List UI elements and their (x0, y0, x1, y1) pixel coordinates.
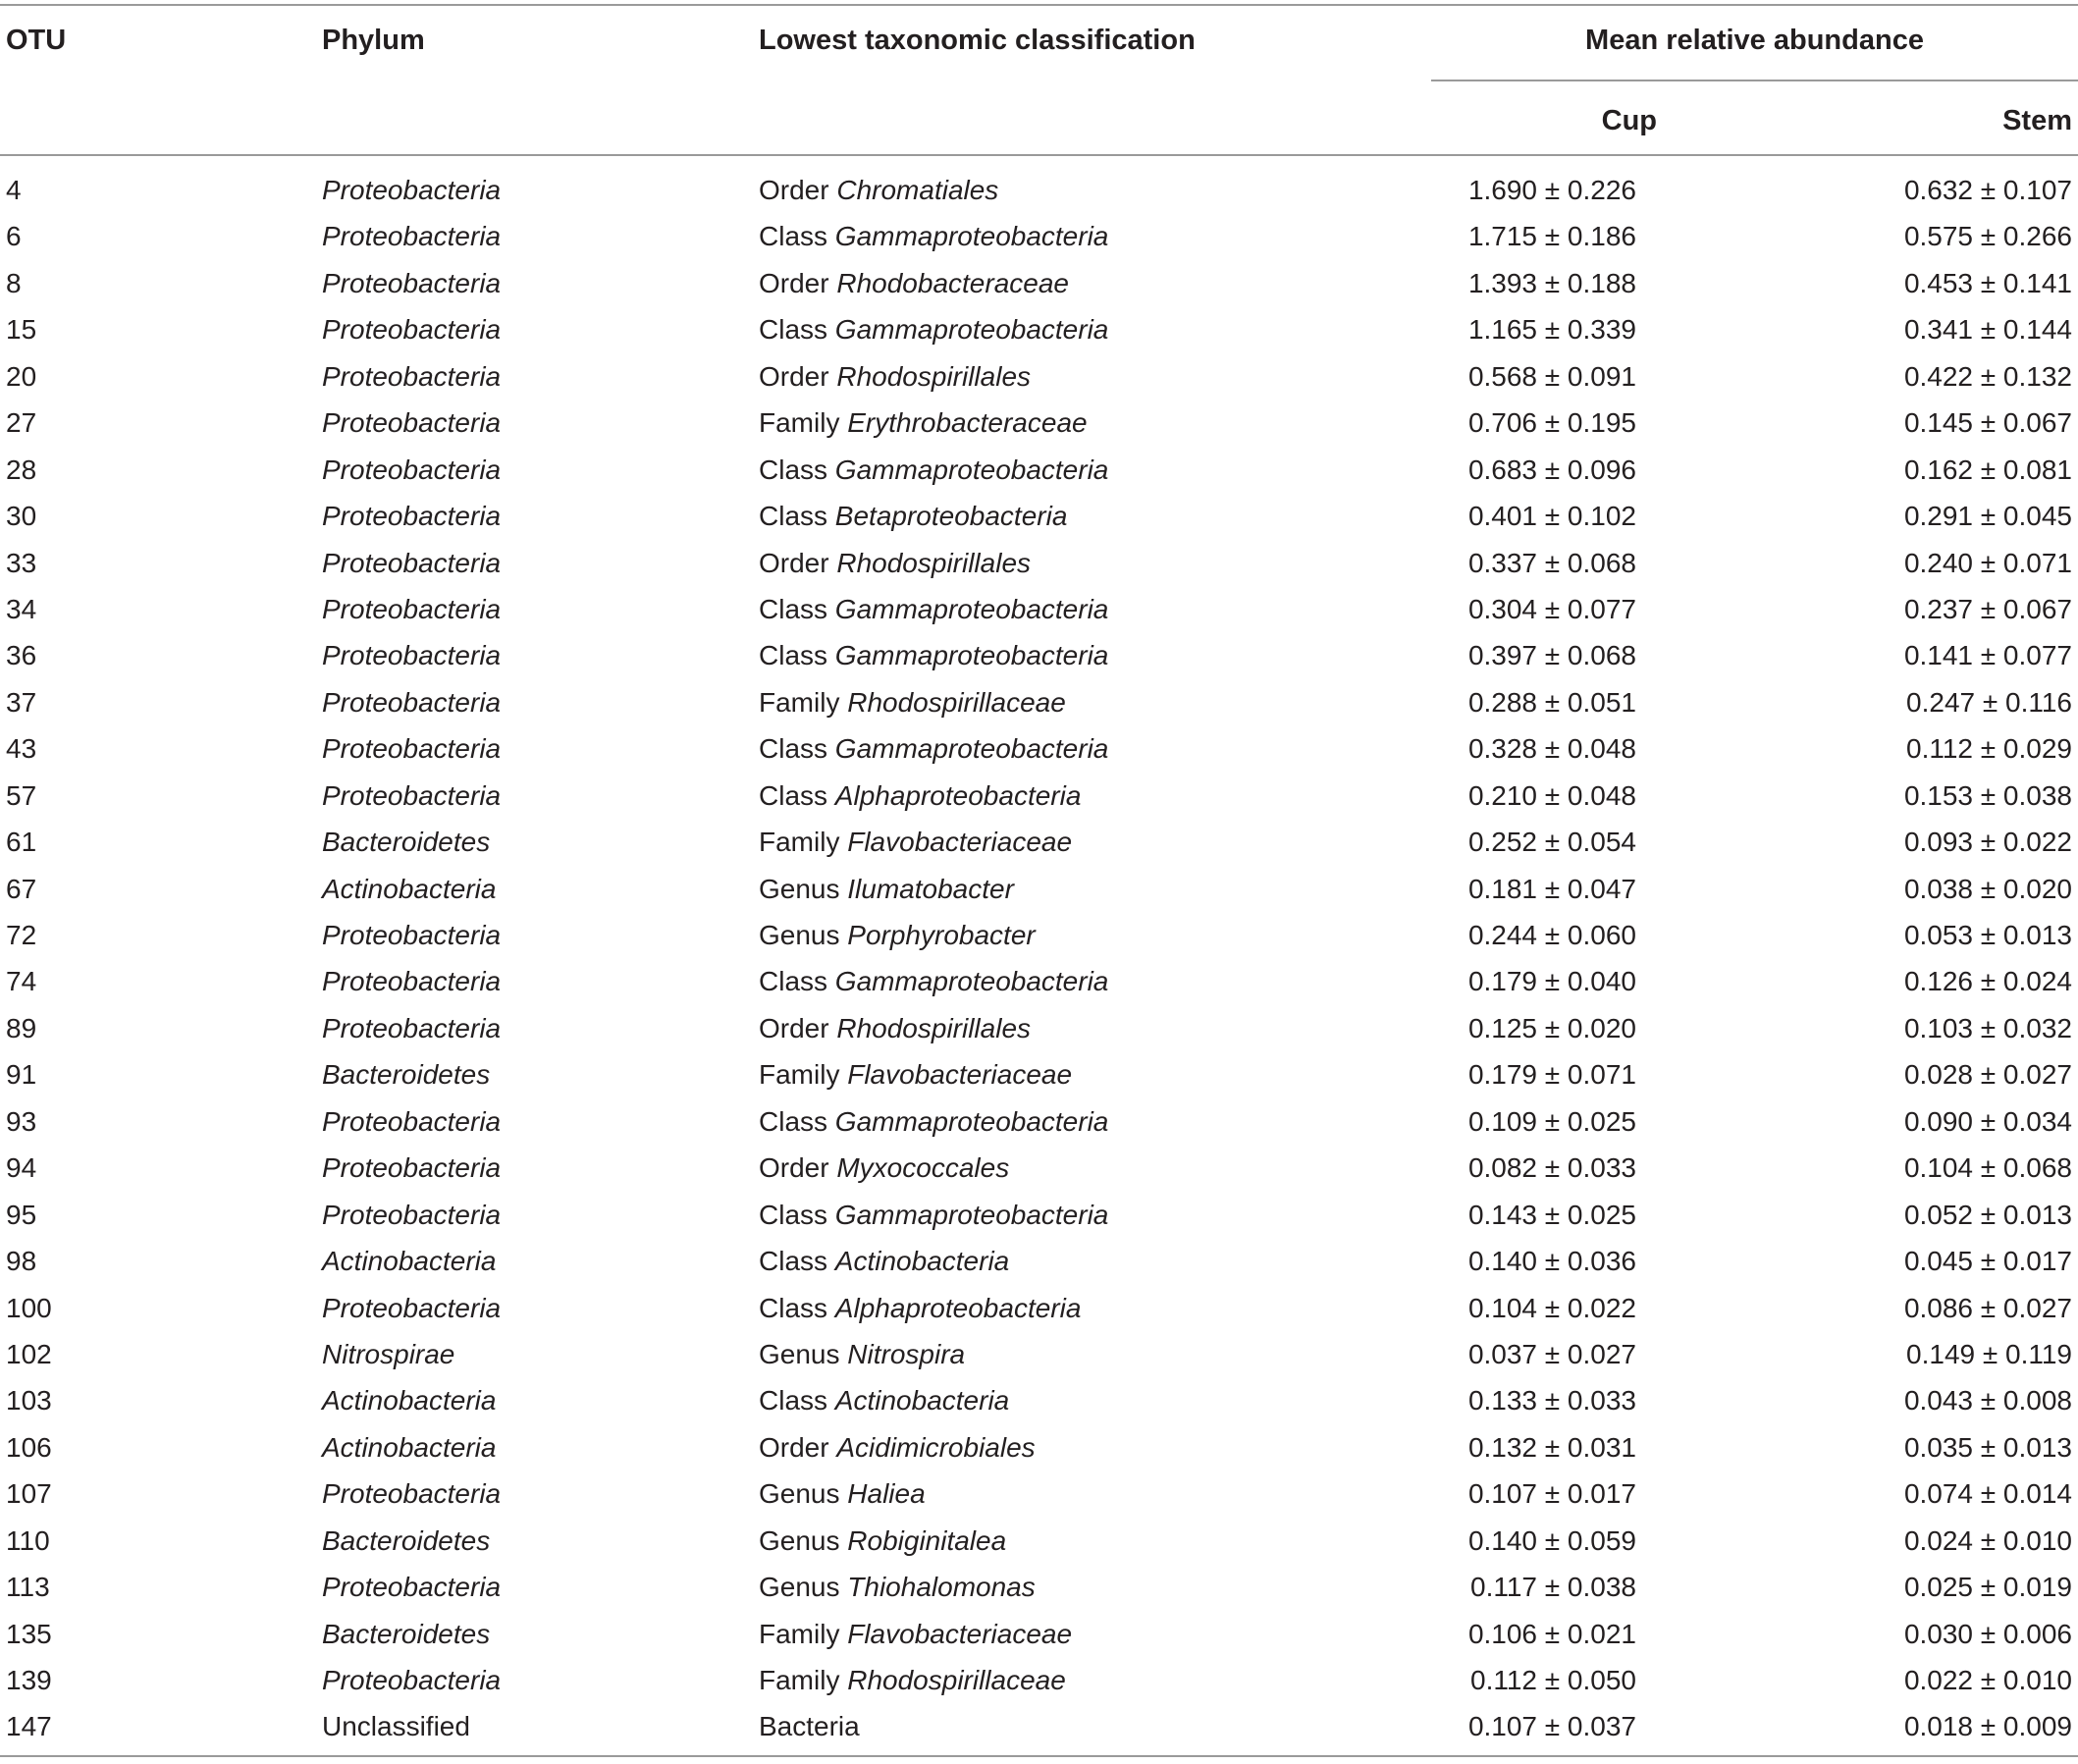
cup-abundance-cell: 0.179 ± 0.071 (1467, 1059, 1636, 1091)
stem-abundance-cell: 0.045 ± 0.017 (1903, 1246, 2072, 1277)
lowest-classification-cell (759, 1564, 1036, 1610)
phylum-cell: Actinobacteria (322, 1431, 497, 1463)
rank-label: Genus (759, 1338, 840, 1369)
otu-cell: 36 (6, 640, 37, 671)
otu-cell: 28 (6, 454, 37, 485)
rank-label: Class (759, 1292, 828, 1323)
rank-label: Class (759, 593, 828, 624)
table-row (0, 1331, 2078, 1377)
taxon-name: Actinobacteria (834, 1385, 1010, 1417)
taxon-name: Gammaproteobacteria (834, 314, 1109, 346)
rank-label: Genus (759, 873, 840, 904)
phylum-cell: Proteobacteria (322, 360, 502, 392)
table-row (0, 1470, 2078, 1517)
header-cup: Cup (1601, 105, 1657, 136)
rank-label: Order (759, 360, 829, 392)
otu-cell: 107 (6, 1478, 52, 1510)
phylum-cell: Actinobacteria (322, 1246, 497, 1277)
otu-cell: 113 (6, 1572, 50, 1603)
lowest-classification-cell (759, 819, 1072, 865)
lowest-classification-cell (759, 1192, 1108, 1238)
cup-abundance-cell: 0.104 ± 0.022 (1467, 1292, 1636, 1323)
phylum-cell: Proteobacteria (322, 454, 502, 485)
cup-abundance-cell: 1.393 ± 0.188 (1467, 267, 1636, 298)
table-row (0, 306, 2078, 352)
lowest-classification-cell (759, 1611, 1072, 1657)
otu-cell: 6 (6, 221, 22, 252)
otu-cell: 74 (6, 966, 37, 997)
table-row (0, 1611, 2078, 1657)
cup-abundance-cell: 0.132 ± 0.031 (1467, 1431, 1636, 1463)
rank-label: Bacteria (759, 1711, 860, 1742)
lowest-classification-cell (759, 958, 1108, 1004)
table-row (0, 1703, 2078, 1749)
stem-abundance-cell: 0.038 ± 0.020 (1903, 873, 2072, 904)
stem-abundance-cell: 0.028 ± 0.027 (1903, 1059, 2072, 1091)
stem-abundance-cell: 0.104 ± 0.068 (1903, 1152, 2072, 1184)
stem-abundance-cell: 0.043 ± 0.008 (1903, 1385, 2072, 1417)
phylum-cell: Proteobacteria (322, 1478, 502, 1510)
stem-abundance-cell: 0.074 ± 0.014 (1903, 1478, 2072, 1510)
rank-label: Class (759, 1105, 828, 1137)
stem-abundance-cell: 0.453 ± 0.141 (1903, 267, 2072, 298)
phylum-cell: Proteobacteria (322, 920, 502, 950)
otu-cell: 110 (6, 1524, 50, 1556)
phylum-cell: Proteobacteria (322, 640, 502, 671)
lowest-classification-cell (759, 1703, 860, 1749)
rank-label: Order (759, 1431, 829, 1463)
taxon-name: Gammaproteobacteria (834, 966, 1109, 997)
rank-label: Class (759, 966, 828, 997)
lowest-classification-cell (759, 260, 1069, 306)
otu-cell: 72 (6, 920, 37, 950)
otu-cell: 94 (6, 1152, 37, 1184)
table-row (0, 1145, 2078, 1191)
otu-cell: 8 (6, 267, 22, 298)
lowest-classification-cell (759, 1331, 965, 1377)
phylum-cell: Proteobacteria (322, 1199, 502, 1230)
phylum-cell: Unclassified (322, 1711, 470, 1742)
phylum-cell: Bacteroidetes (322, 1059, 491, 1091)
taxon-name: Gammaproteobacteria (834, 733, 1109, 765)
taxon-name: Flavobacteriaceae (847, 1618, 1073, 1649)
table-row (0, 1051, 2078, 1097)
rank-label: Family (759, 1059, 840, 1091)
phylum-cell: Proteobacteria (322, 1105, 502, 1137)
stem-abundance-cell: 0.575 ± 0.266 (1903, 221, 2072, 252)
otu-cell: 20 (6, 360, 37, 392)
lowest-classification-cell (759, 1424, 1036, 1470)
cup-abundance-cell: 0.401 ± 0.102 (1467, 501, 1636, 532)
otu-cell: 33 (6, 547, 37, 578)
taxon-name: Gammaproteobacteria (834, 221, 1109, 252)
rank-label: Order (759, 267, 829, 298)
stem-abundance-cell: 0.030 ± 0.006 (1903, 1618, 2072, 1649)
rank-label: Family (759, 407, 840, 439)
otu-cell: 37 (6, 686, 37, 718)
stem-abundance-cell: 0.341 ± 0.144 (1903, 314, 2072, 346)
rank-label: Class (759, 221, 828, 252)
cup-abundance-cell: 0.037 ± 0.027 (1467, 1338, 1636, 1369)
otu-cell: 103 (6, 1385, 52, 1417)
rank-label: Order (759, 175, 829, 205)
otu-cell: 95 (6, 1199, 37, 1230)
table-row (0, 725, 2078, 772)
lowest-classification-cell (759, 213, 1108, 259)
otu-cell: 30 (6, 501, 37, 532)
rank-label: Family (759, 1618, 840, 1649)
phylum-cell: Bacteroidetes (322, 1618, 491, 1649)
bottom-rule (0, 1755, 2078, 1757)
taxon-name: Alphaproteobacteria (834, 1292, 1082, 1323)
phylum-cell: Proteobacteria (322, 966, 502, 997)
cup-abundance-cell: 0.106 ± 0.021 (1467, 1618, 1636, 1649)
rank-label: Class (759, 501, 828, 532)
cup-abundance-cell: 0.337 ± 0.068 (1467, 547, 1636, 578)
phylum-cell: Actinobacteria (322, 1385, 497, 1417)
cup-abundance-cell: 0.328 ± 0.048 (1467, 733, 1636, 765)
table-row (0, 540, 2078, 586)
lowest-classification-cell (759, 725, 1108, 772)
phylum-cell: Bacteroidetes (322, 827, 491, 858)
cup-abundance-cell: 0.112 ± 0.050 (1470, 1665, 1636, 1695)
taxon-name: Rhodobacteraceae (836, 267, 1069, 298)
taxon-name: Ilumatobacter (847, 873, 1014, 904)
taxon-name: Nitrospira (847, 1338, 966, 1369)
taxon-name: Rhodospirillales (836, 360, 1032, 392)
header-rule (0, 154, 2078, 156)
otu-cell: 43 (6, 733, 37, 765)
lowest-classification-cell (759, 540, 1031, 586)
group-header-rule (1431, 80, 2078, 81)
taxon-name: Rhodospirillaceae (847, 1665, 1066, 1695)
stem-abundance-cell: 0.240 ± 0.071 (1903, 547, 2072, 578)
otu-cell: 27 (6, 407, 37, 439)
otu-cell: 100 (6, 1292, 52, 1323)
table-row (0, 353, 2078, 400)
taxon-name: Flavobacteriaceae (847, 827, 1073, 858)
phylum-cell: Proteobacteria (322, 547, 502, 578)
otu-cell: 139 (6, 1665, 52, 1695)
taxon-name: Myxococcales (836, 1152, 1010, 1184)
table-row (0, 213, 2078, 259)
taxon-name: Thiohalomonas (847, 1572, 1036, 1603)
cup-abundance-cell: 0.107 ± 0.017 (1467, 1478, 1636, 1510)
stem-abundance-cell: 0.247 ± 0.116 (1906, 686, 2072, 718)
stem-abundance-cell: 0.237 ± 0.067 (1903, 593, 2072, 624)
otu-cell: 15 (6, 314, 37, 346)
stem-abundance-cell: 0.145 ± 0.067 (1903, 407, 2072, 439)
taxon-name: Rhodospirillales (836, 1012, 1032, 1043)
cup-abundance-cell: 0.117 ± 0.038 (1470, 1572, 1636, 1603)
phylum-cell: Proteobacteria (322, 175, 502, 205)
cup-abundance-cell: 1.715 ± 0.186 (1467, 221, 1636, 252)
rank-label: Order (759, 1012, 829, 1043)
lowest-classification-cell (759, 1145, 1009, 1191)
table-row (0, 1005, 2078, 1051)
taxon-name: Erythrobacteraceae (847, 407, 1088, 439)
taxon-name: Gammaproteobacteria (834, 593, 1109, 624)
lowest-classification-cell (759, 586, 1108, 632)
table-row (0, 586, 2078, 632)
stem-abundance-cell: 0.024 ± 0.010 (1903, 1524, 2072, 1556)
taxon-name: Chromatiales (836, 175, 999, 205)
rank-label: Class (759, 314, 828, 346)
rank-label: Family (759, 1665, 840, 1695)
table-row (0, 632, 2078, 678)
rank-label: Class (759, 1385, 828, 1417)
stem-abundance-cell: 0.025 ± 0.019 (1903, 1572, 2072, 1603)
taxon-name: Gammaproteobacteria (834, 1105, 1109, 1137)
stem-abundance-cell: 0.112 ± 0.029 (1906, 733, 2072, 765)
table-row (0, 1377, 2078, 1423)
rank-label: Genus (759, 920, 840, 950)
taxon-name: Rhodospirillales (836, 547, 1032, 578)
header-lowest-classification: Lowest taxonomic classification (759, 25, 1196, 56)
phylum-cell: Proteobacteria (322, 1292, 502, 1323)
table-row (0, 1098, 2078, 1145)
stem-abundance-cell: 0.093 ± 0.022 (1903, 827, 2072, 858)
lowest-classification-cell (759, 306, 1108, 352)
phylum-cell: Proteobacteria (322, 407, 502, 439)
rank-label: Genus (759, 1478, 840, 1510)
table-row (0, 1424, 2078, 1470)
otu-cell: 61 (6, 827, 37, 858)
taxon-name: Haliea (847, 1478, 926, 1510)
otu-cell: 34 (6, 593, 37, 624)
lowest-classification-cell (759, 447, 1108, 493)
taxon-name: Alphaproteobacteria (834, 779, 1082, 811)
taxon-name: Gammaproteobacteria (834, 1199, 1109, 1230)
otu-cell: 98 (6, 1246, 37, 1277)
stem-abundance-cell: 0.141 ± 0.077 (1903, 640, 2072, 671)
phylum-cell: Proteobacteria (322, 686, 502, 718)
cup-abundance-cell: 0.288 ± 0.051 (1467, 686, 1636, 718)
otu-cell: 147 (6, 1711, 52, 1742)
taxon-name: Flavobacteriaceae (847, 1059, 1073, 1091)
otu-cell: 93 (6, 1105, 37, 1137)
otu-cell: 91 (6, 1059, 37, 1091)
stem-abundance-cell: 0.422 ± 0.132 (1903, 360, 2072, 392)
cup-abundance-cell: 0.140 ± 0.036 (1467, 1246, 1636, 1277)
stem-abundance-cell: 0.632 ± 0.107 (1903, 175, 2072, 205)
taxon-name: Robiginitalea (847, 1524, 1007, 1556)
table-row (0, 400, 2078, 446)
phylum-cell: Bacteroidetes (322, 1524, 491, 1556)
table-row (0, 1657, 2078, 1703)
rank-label: Order (759, 547, 829, 578)
lowest-classification-cell (759, 866, 1014, 912)
cup-abundance-cell: 0.304 ± 0.077 (1467, 593, 1636, 624)
cup-abundance-cell: 0.568 ± 0.091 (1467, 360, 1636, 392)
cup-abundance-cell: 0.244 ± 0.060 (1467, 920, 1636, 950)
taxon-name: Betaproteobacteria (834, 501, 1068, 532)
otu-cell: 67 (6, 873, 37, 904)
table-row (0, 260, 2078, 306)
stem-abundance-cell: 0.291 ± 0.045 (1903, 501, 2072, 532)
lowest-classification-cell (759, 1051, 1072, 1097)
header-phylum: Phylum (322, 25, 425, 56)
taxon-name: Porphyrobacter (847, 920, 1036, 950)
phylum-cell: Proteobacteria (322, 314, 502, 346)
phylum-cell: Proteobacteria (322, 221, 502, 252)
rank-label: Class (759, 1246, 828, 1277)
table-row (0, 773, 2078, 819)
cup-abundance-cell: 0.140 ± 0.059 (1467, 1524, 1636, 1556)
phylum-cell: Proteobacteria (322, 1572, 502, 1603)
table-row (0, 447, 2078, 493)
stem-abundance-cell: 0.053 ± 0.013 (1903, 920, 2072, 950)
table-row (0, 912, 2078, 958)
phylum-cell: Proteobacteria (322, 501, 502, 532)
lowest-classification-cell (759, 773, 1081, 819)
phylum-cell: Proteobacteria (322, 1012, 502, 1043)
rank-label: Class (759, 733, 828, 765)
cup-abundance-cell: 0.179 ± 0.040 (1467, 966, 1636, 997)
lowest-classification-cell (759, 912, 1036, 958)
table-row (0, 1564, 2078, 1610)
lowest-classification-cell (759, 167, 998, 213)
lowest-classification-cell (759, 1285, 1081, 1331)
cup-abundance-cell: 0.706 ± 0.195 (1467, 407, 1636, 439)
taxon-name: Gammaproteobacteria (834, 454, 1109, 485)
stem-abundance-cell: 0.035 ± 0.013 (1903, 1431, 2072, 1463)
rank-label: Class (759, 454, 828, 485)
table-row (0, 679, 2078, 725)
taxon-name: Actinobacteria (834, 1246, 1010, 1277)
stem-abundance-cell: 0.022 ± 0.010 (1903, 1665, 2072, 1695)
lowest-classification-cell (759, 679, 1066, 725)
cup-abundance-cell: 0.109 ± 0.025 (1467, 1105, 1636, 1137)
rank-label: Genus (759, 1572, 840, 1603)
cup-abundance-cell: 0.181 ± 0.047 (1467, 873, 1636, 904)
phylum-cell: Proteobacteria (322, 779, 502, 811)
cup-abundance-cell: 1.165 ± 0.339 (1467, 314, 1636, 346)
table-row (0, 819, 2078, 865)
cup-abundance-cell: 0.133 ± 0.033 (1467, 1385, 1636, 1417)
stem-abundance-cell: 0.052 ± 0.013 (1903, 1199, 2072, 1230)
table-row (0, 1285, 2078, 1331)
phylum-cell: Proteobacteria (322, 733, 502, 765)
cup-abundance-cell: 0.125 ± 0.020 (1467, 1012, 1636, 1043)
table-row (0, 493, 2078, 539)
lowest-classification-cell (759, 1518, 1006, 1564)
stem-abundance-cell: 0.103 ± 0.032 (1903, 1012, 2072, 1043)
lowest-classification-cell (759, 1238, 1009, 1284)
lowest-classification-cell (759, 353, 1031, 400)
phylum-cell: Proteobacteria (322, 267, 502, 298)
otu-cell: 4 (6, 175, 22, 205)
phylum-cell: Proteobacteria (322, 1665, 502, 1695)
table-row (0, 1192, 2078, 1238)
cup-abundance-cell: 0.143 ± 0.025 (1467, 1199, 1636, 1230)
table-row (0, 866, 2078, 912)
phylum-cell: Nitrospirae (322, 1338, 455, 1369)
table-row (0, 1518, 2078, 1564)
table-row (0, 167, 2078, 213)
lowest-classification-cell (759, 1657, 1066, 1703)
rank-label: Family (759, 827, 840, 858)
stem-abundance-cell: 0.126 ± 0.024 (1903, 966, 2072, 997)
phylum-cell: Actinobacteria (322, 873, 497, 904)
stem-abundance-cell: 0.018 ± 0.009 (1903, 1711, 2072, 1742)
rank-label: Order (759, 1152, 829, 1184)
otu-cell: 106 (6, 1431, 52, 1463)
cup-abundance-cell: 0.082 ± 0.033 (1467, 1152, 1636, 1184)
rank-label: Class (759, 640, 828, 671)
lowest-classification-cell (759, 1005, 1031, 1051)
cup-abundance-cell: 0.683 ± 0.096 (1467, 454, 1636, 485)
rank-label: Class (759, 779, 828, 811)
rank-label: Class (759, 1199, 828, 1230)
lowest-classification-cell (759, 632, 1108, 678)
cup-abundance-cell: 1.690 ± 0.226 (1467, 175, 1636, 205)
lowest-classification-cell (759, 1470, 926, 1517)
stem-abundance-cell: 0.149 ± 0.119 (1906, 1338, 2072, 1369)
taxon-name: Acidimicrobiales (836, 1431, 1036, 1463)
stem-abundance-cell: 0.162 ± 0.081 (1903, 454, 2072, 485)
phylum-cell: Proteobacteria (322, 593, 502, 624)
rank-label: Genus (759, 1524, 840, 1556)
otu-cell: 102 (6, 1338, 52, 1369)
lowest-classification-cell (759, 400, 1088, 446)
rank-label: Family (759, 686, 840, 718)
phylum-cell: Proteobacteria (322, 1152, 502, 1184)
top-rule (0, 4, 2078, 6)
header-mean-relative-abundance: Mean relative abundance (1585, 25, 1924, 56)
cup-abundance-cell: 0.210 ± 0.048 (1467, 779, 1636, 811)
cup-abundance-cell: 0.107 ± 0.037 (1467, 1711, 1636, 1742)
stem-abundance-cell: 0.153 ± 0.038 (1903, 779, 2072, 811)
stem-abundance-cell: 0.086 ± 0.027 (1903, 1292, 2072, 1323)
table-body (0, 167, 2078, 1750)
cup-abundance-cell: 0.252 ± 0.054 (1467, 827, 1636, 858)
otu-cell: 135 (6, 1618, 52, 1649)
table-row (0, 1238, 2078, 1284)
header-otu: OTU (6, 25, 67, 56)
otu-cell: 89 (6, 1012, 37, 1043)
stem-abundance-cell: 0.090 ± 0.034 (1903, 1105, 2072, 1137)
cup-abundance-cell: 0.397 ± 0.068 (1467, 640, 1636, 671)
taxon-name: Rhodospirillaceae (847, 686, 1066, 718)
lowest-classification-cell (759, 1377, 1009, 1423)
lowest-classification-cell (759, 493, 1067, 539)
taxon-name: Gammaproteobacteria (834, 640, 1109, 671)
otu-cell: 57 (6, 779, 37, 811)
table-row (0, 958, 2078, 1004)
lowest-classification-cell (759, 1098, 1108, 1145)
header-stem: Stem (2002, 105, 2072, 136)
